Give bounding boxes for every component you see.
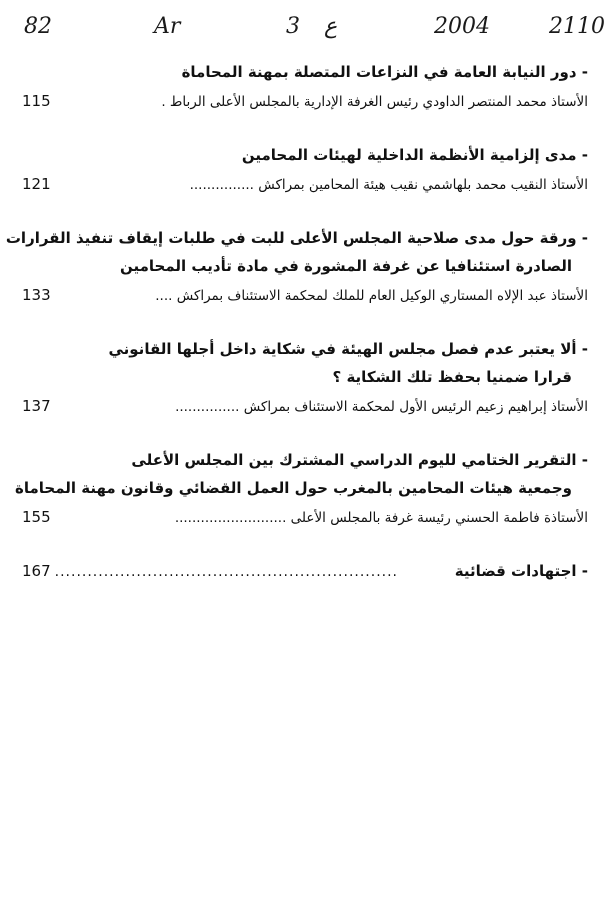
entry-title: - اجتهادات قضائية [454,562,588,580]
entry-page-number: 133 [22,286,51,304]
handwritten-mark: 82 [24,14,52,39]
handwritten-header [24,14,604,50]
entry-page-number: 167 [22,562,51,580]
entry-page-number: 115 [22,92,51,110]
entry-title: - دور النيابة العامة في النزاعات المتصلة بمهنة المحاماة [181,63,588,81]
handwritten-mark: Ar [154,14,181,39]
entry-author-row [22,171,588,198]
entry-title-continuation: قرارا ضمنيا بحفظ تلك الشكاية ؟ [332,368,572,386]
entry-author: الأستاذة فاطمة الحسني رئيسة غرفة بالمجلس الأعلى .......................... [174,510,588,526]
entry-author-row [22,282,588,309]
entry-author: الأستاذ محمد المنتصر الداودي رئيس الغرفة الإدارية بالمجلس الأعلى الرباط . [161,94,588,110]
toc-entry [14,446,588,531]
dot-leader: ............................................................... [54,564,399,580]
handwritten-mark: 3 [286,14,300,39]
entry-author-row [22,504,588,531]
entry-page-number: 137 [22,397,51,415]
toc-entry-last [22,557,588,586]
entry-title: - ألا يعتبر عدم فصل مجلس الهيئة في شكاية داخل أجلها القانوني [108,340,588,358]
entry-title: - مدى إلزامية الأنظمة الداخلية لهيئات المحامين [241,146,588,164]
entry-title: - التقرير الختامي لليوم الدراسي المشترك بين المجلس الأعلى [131,451,588,469]
entry-author: الأستاذ النقيب محمد بلهاشمي نقيب هيئة المحامين بمراكش ............... [189,177,588,193]
table-of-contents [5,58,588,586]
handwritten-mark: ع [324,14,338,39]
entry-author-row [22,88,588,115]
entry-title-continuation: وجمعية هيئات المحامين بالمغرب حول العمل القضائي وقانون مهنة المحاماة [14,479,572,497]
entry-page-number: 121 [22,175,51,193]
entry-title-continuation: الصادرة استئنافيا عن غرفة المشورة في مادة تأديب المحامين [120,257,572,275]
entry-title: - ورقة حول مدى صلاحية المجلس الأعلى للبت في طلبات إيقاف تنفيذ القرارات [5,229,588,247]
toc-entry [5,224,588,309]
handwritten-mark: 2004 [434,14,490,39]
toc-entry [22,58,588,115]
entry-author-row [22,393,588,420]
entry-author: الأستاذ عبد الإلاه المستاري الوكيل العام للملك لمحكمة الاستئناف بمراكش .... [155,288,588,304]
toc-entry [22,335,588,420]
entry-page-number: 155 [22,508,51,526]
handwritten-mark: 2110 [549,14,605,39]
toc-entry [22,141,588,198]
entry-author: الأستاذ إبراهيم زعيم الرئيس الأول لمحكمة الاستئناف بمراكش ............... [175,399,588,415]
